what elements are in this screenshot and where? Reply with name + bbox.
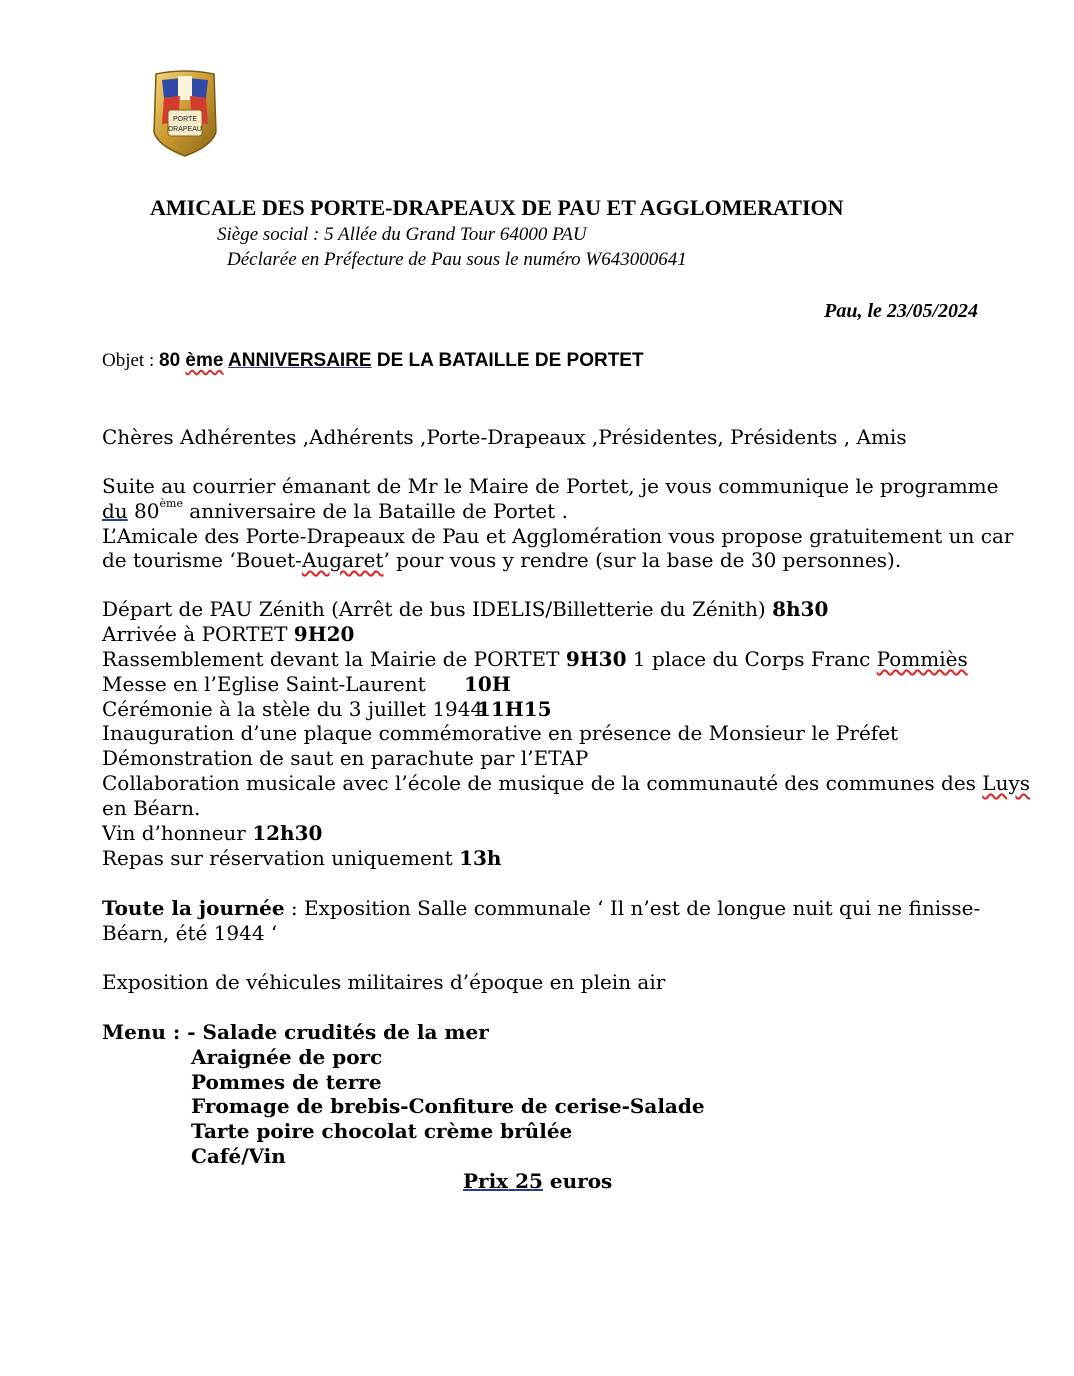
prix-line (463, 1169, 612, 1193)
depart-time: 8h30 (772, 597, 829, 621)
prog-ceremonie: Cérémonie à la stèle du 3 juillet 1944 (102, 697, 484, 721)
prog-repas: Repas sur réservation uniquement 13h (102, 846, 502, 870)
intro-rest: anniversaire de la Bataille de Portet . (182, 499, 568, 523)
journee-label: Toute la journée (102, 896, 285, 920)
intro-eme: ème (159, 497, 183, 510)
menu-item: Pommes de terre (191, 1070, 382, 1094)
intro-line-2 (102, 499, 568, 523)
porte-drapeau-badge-logo (150, 70, 220, 158)
intro-du: du (102, 499, 128, 523)
prix-label: Prix (463, 1169, 509, 1193)
objet-line (102, 349, 644, 373)
pommies: Pommiès (876, 647, 968, 671)
svg-text:PORTE: PORTE (173, 116, 197, 123)
intro-line-1: Suite au courrier émanant de Mr le Maire de Portet, je vous communique le programme (102, 474, 999, 498)
declaration-prefecture: Déclarée en Préfecture de Pau sous le numéro W643000641 (227, 249, 687, 270)
repas-time: 13h (459, 846, 502, 870)
prog-inauguration: Inauguration d’une plaque commémorative en présence de Monsieur le Préfet (102, 721, 899, 745)
objet-eme: ème (185, 350, 224, 371)
siege-social: Siège social : 5 Allée du Grand Tour 64000 PAU (217, 224, 587, 245)
arrivee-time: 9H20 (293, 622, 355, 646)
org-name-heading: AMICALE DES PORTE-DRAPEAUX DE PAU ET AGGLOMERATION (150, 195, 844, 220)
menu-item: Fromage de brebis-Confiture de cerise-Salade (191, 1094, 705, 1118)
prog-rassemblement: Rassemblement devant la Mairie de PORTET 9H30 1 place du Corps Franc Pommiès (102, 647, 968, 671)
prog-collaboration: Collaboration musicale avec l’école de musique de la communauté des communes des Luys (102, 771, 1031, 795)
prog-depart: Départ de PAU Zénith (Arrêt de bus IDELIS/Billetterie du Zénith) 8h30 (102, 597, 829, 621)
objet-rest: DE LA BATAILLE DE PORTET (371, 350, 644, 371)
intro-80: 80 (127, 499, 160, 523)
luys: Luys (982, 771, 1031, 795)
menu-item: Café/Vin (191, 1144, 286, 1168)
objet-num: 80 (159, 350, 181, 371)
journee-line-1: Toute la journée : Exposition Salle communale ‘ Il n’est de longue nuit qui ne finisse- (102, 896, 981, 920)
prog-vin: Vin d’honneur 12h30 (102, 821, 323, 845)
objet-anniversaire: ANNIVERSAIRE (228, 350, 372, 371)
rassemblement-time: 9H30 (565, 647, 627, 671)
ceremonie-time: 11H15 (477, 697, 552, 721)
intro-augaret: Augaret (301, 548, 384, 572)
menu-label: Menu : - Salade crudités de la mer (102, 1020, 489, 1044)
prog-collaboration-2: en Béarn. (102, 796, 201, 820)
journee-line-2: Béarn, été 1944 ‘ (102, 921, 278, 945)
menu-item: Araignée de porc (191, 1045, 383, 1069)
intro-l4b: ’ pour vous y rendre (sur la base de 30 personnes). (383, 548, 902, 572)
intro-l4a: de tourisme ‘Bouet- (102, 548, 302, 572)
prog-arrivee: Arrivée à PORTET 9H20 (102, 622, 355, 646)
vin-time: 12h30 (252, 821, 323, 845)
date-line: Pau, le 23/05/2024 (824, 300, 978, 322)
prog-messe: Messe en l’Eglise Saint-Laurent (102, 672, 426, 696)
prix-unit: euros (542, 1169, 613, 1193)
prix-value: 25 (515, 1169, 543, 1193)
intro-line-3: L’Amicale des Porte-Drapeaux de Pau et Agglomération vous propose gratuitement un car (102, 524, 1014, 548)
objet-label: Objet : (102, 350, 159, 371)
intro-line-4 (102, 548, 901, 572)
exposition-vehicules: Exposition de véhicules militaires d’époque en plein air (102, 970, 666, 994)
menu-item: Tarte poire chocolat crème brûlée (191, 1119, 573, 1143)
prog-demonstration: Démonstration de saut en parachute par l’ETAP (102, 746, 589, 770)
greeting: Chères Adhérentes ,Adhérents ,Porte-Drapeaux ,Présidentes, Présidents , Amis (102, 425, 907, 449)
messe-time: 10H (464, 672, 511, 696)
svg-text:DRAPEAU: DRAPEAU (168, 126, 202, 133)
